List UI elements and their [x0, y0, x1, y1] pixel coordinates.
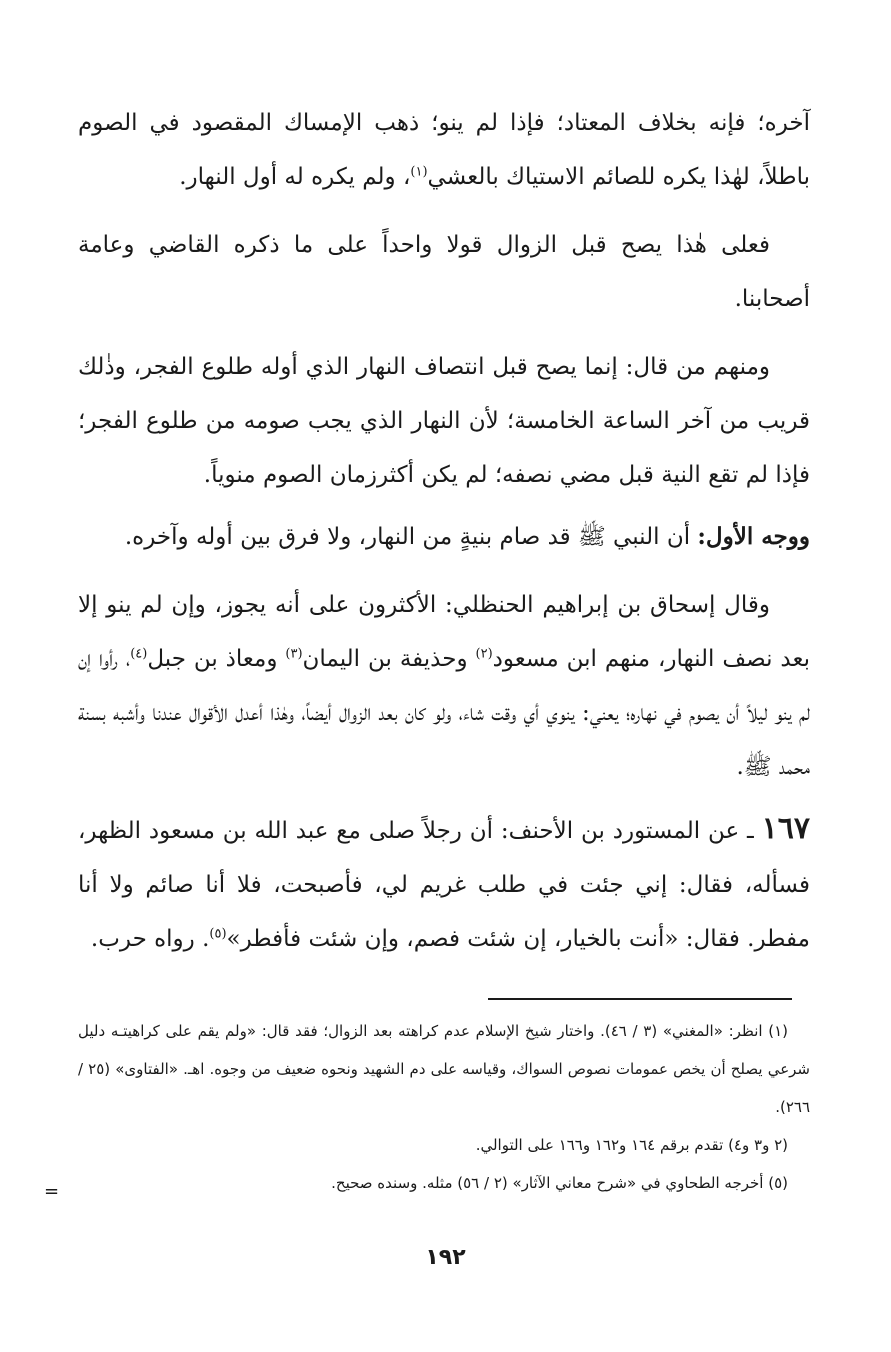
paragraph-text: ، رأوا إن لم ينو ليلاً أن يصوم في نهاره؛ يعني: ينوي أي وقت شاء، ولو كان بعد الزوال أيضاً، وهٰذا أعدل الأقوال عندنا وأشبه بسنة محمد ﷺ.	[78, 646, 810, 780]
paragraph-text: ومنهم من قال: إنما يصح قبل انتصاف النهار الذي أوله طلوع الفجر، وذٰلك قريب من آخر الساعة الخامسة؛ لأن النهار الذي يجب صومه من طلوع الفجر؛ فإذا لم تقع النية قبل مضي نصفه؛ لم يكن أكثرزمان الصوم منوياً.	[78, 354, 810, 488]
footnote-ref: (١)	[410, 164, 428, 180]
paragraph-1	[78, 96, 810, 204]
footnote-ref: (٢)	[475, 646, 493, 662]
footnote-2: (٢ و٣ و٤) تقدم برقم ١٦٤ و١٦٢ و١٦٦ على التوالي.	[475, 1136, 788, 1154]
paragraph-text: وقال إسحاق بن إبراهيم الحنظلي: الأكثرون على أنه يجوز، وإن لم ينو إلا بعد نصف النهار، منهم ابن مسعود	[78, 592, 810, 672]
footnote-ref: (٤)	[130, 646, 148, 662]
paragraph-2	[78, 218, 810, 326]
paragraph-text: فعلى هٰذا يصح قبل الزوال قولا واحداً على ما ذكره القاضي وعامة أصحابنا.	[78, 232, 810, 312]
paragraph-text: ومعاذ بن جبل	[147, 646, 286, 672]
footnote-3: (٥) أخرجه الطحاوي في «شرح معاني الآثار» (٢ / ٥٦) مثله. وسنده صحيح.	[331, 1174, 788, 1192]
hadith-number: ١٦٧	[761, 811, 810, 846]
paragraph-lead: ووجه الأول:	[697, 523, 810, 550]
paragraph-text: آخره؛ فإنه بخلاف المعتاد؛ فإذا لم ينو؛ ذهب الإمساك المقصود في الصوم باطلاً، لهٰذا يكره للصائم الاستياك بالعشي	[78, 110, 810, 190]
paragraph-text: أن النبي ﷺ قد صام بنيةٍ من النهار، ولا فرق بين أوله وآخره.	[124, 524, 698, 550]
page-number: ١٩٢	[425, 1245, 466, 1270]
paragraph-text: ، ولم يكره له أول النهار.	[179, 164, 411, 190]
paragraph-text: . رواه حرب.	[90, 926, 210, 952]
footnote-separator	[488, 998, 792, 1000]
paragraph-6	[78, 802, 810, 966]
paragraph-text: وحذيفة بن اليمان	[302, 646, 476, 672]
main-text	[78, 96, 810, 966]
footnote-ref: (٥)	[209, 926, 227, 942]
paragraph-3	[78, 340, 810, 502]
continuation-mark: =	[44, 1181, 60, 1202]
paragraph-5	[78, 578, 810, 794]
paragraph-4	[78, 510, 810, 564]
footnote-1: (١) انظر: «المغني» (٣ / ٤٦). واختار شيخ الإسلام عدم كراهته بعد الزوال؛ فقد قال: «ولم يقم على كراهيتـه دليل شرعي يصلح أن يخص عمومات نصوص السواك، وقياسه على دم الشهيد ونحوه ضعيف من وجوه. اهـ. «الفتاوى» (٢٥ / ٢٦٦).	[78, 1022, 810, 1116]
paragraph-text: ـ عن المستورد بن الأحنف: أن رجلاً صلى مع عبد الله بن مسعود الظهر، فسأله، فقال: إني جئت في طلب غريم لي، فأصبحت، فلا أنا صائم ولا أنا مفطر. فقال: «أنت بالخيار، إن شئت فصم، وإن شئت فأفطر»	[78, 818, 810, 952]
footnote-ref: (٣)	[285, 646, 303, 662]
footnotes	[78, 1012, 810, 1202]
